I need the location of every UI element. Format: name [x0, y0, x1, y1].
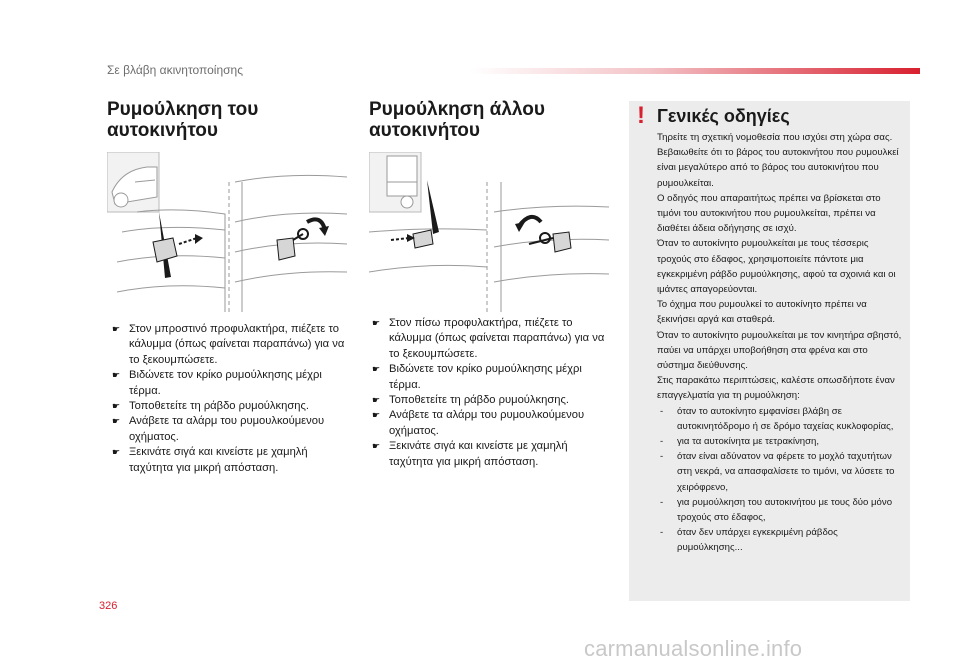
bullet-icon: ☛ [112, 324, 121, 334]
paragraph: Ο οδηγός που απαραιτήτως πρέπει να βρίσκεται στο τιμόνι του αυτοκινήτου που ρυμουλκείται, πρέπει να διαθέτει άδεια οδήγησης σε ισχύ. [657, 192, 881, 235]
bullet-icon: ☛ [372, 395, 381, 406]
list-item: ☛ Ξεκινάτε σιγά και κινείστε με χαμηλή ταχύτητα για μικρή απόσταση. [372, 440, 568, 468]
list-item: ☛ Ανάβετε τα αλάρμ του ρυμουλκούμενου οχήματος. [372, 409, 585, 437]
list-item: ☛ Ξεκινάτε σιγά και κινείστε με χαμηλή ταχύτητα για μικρή απόσταση. [112, 446, 308, 474]
list-item: ☛ Τοποθετείτε τη ράβδο ρυμούλκησης. [372, 393, 610, 408]
front-towing-illustration [107, 152, 349, 314]
rear-steps-list [372, 316, 610, 470]
rear-title-line2: αυτοκινήτου [369, 120, 480, 141]
bullet-icon: ☛ [372, 410, 381, 421]
general-instructions-title: Γενικές οδηγίες [657, 106, 790, 126]
list-item: ☛ Ανάβετε τα αλάρμ του ρυμουλκούμενου οχήματος. [112, 415, 325, 443]
header-accent-bar [470, 68, 920, 74]
bullet-icon: ☛ [112, 416, 121, 427]
bullet-icon: ☛ [372, 441, 381, 452]
list-item: ☛ Στον πίσω προφυλακτήρα, πιέζετε το κάλυμμα (όπως φαίνεται παραπάνω) για να το ξεκουμπώσετε. [372, 317, 605, 360]
list-item: - όταν είναι αδύνατον να φέρετε το μοχλό ταχυτήτων στη νεκρά, να απασφαλίσετε το τιμόνι, να λύσετε το χειρόφρενο, [657, 449, 902, 495]
bullet-icon: ☛ [112, 370, 121, 381]
list-item: - όταν το αυτοκίνητο εμφανίσει βλάβη σε αυτοκινητόδρομο ή σε δρόμο ταχείας κυκλοφορίας, [657, 404, 902, 434]
rear-title-line1: Ρυμούλκηση άλλου [369, 99, 545, 120]
bullet-icon: ☛ [372, 364, 381, 375]
list-item: - για τα αυτοκίνητα με τετρακίνηση, [657, 434, 902, 449]
page-number: 326 [99, 600, 118, 612]
list-item: ☛ Τοποθετείτε τη ράβδο ρυμούλκησης. [112, 399, 349, 414]
paragraph: Το όχημα που ρυμουλκεί το αυτοκίνητο πρέπει να ξεκινήσει αργά και σταθερά. [657, 299, 867, 326]
bullet-icon: ☛ [372, 318, 381, 328]
warning-icon: ! [637, 102, 645, 129]
list-item: ☛ Στον μπροστινό προφυλακτήρα, πιέζετε το κάλυμμα (όπως φαίνεται παραπάνω) για να το ξεκουμπώσετε. [112, 323, 345, 366]
list-item: - για ρυμούλκηση του αυτοκινήτου με τους δύο μόνο τροχούς στο έδαφος, [657, 495, 902, 525]
list-item: - όταν δεν υπάρχει εγκεκριμένη ράβδος ρυμούλκησης... [657, 525, 902, 555]
list-item: ☛ Βιδώνετε τον κρίκο ρυμούλκησης μέχρι τέρμα. [372, 363, 582, 391]
paragraph: Τηρείτε τη σχετική νομοθεσία που ισχύει στη χώρα σας. [657, 132, 893, 143]
bullet-icon: ☛ [112, 447, 121, 458]
bullet-icon: ☛ [112, 401, 121, 412]
list-item: ☛ Βιδώνετε τον κρίκο ρυμούλκησης μέχρι τέρμα. [112, 369, 322, 397]
paragraph: Βεβαιωθείτε ότι το βάρος του αυτοκινήτου που ρυμουλκεί είναι μεγαλύτερο από το βάρος του αυτοκινήτου που ρυμουλκείται. [657, 147, 899, 189]
rear-towing-illustration [369, 152, 611, 314]
section-header: Σε βλάβη ακινητοποίησης [107, 63, 244, 77]
front-steps-list [112, 322, 349, 476]
front-towing-title [107, 99, 258, 141]
rear-towing-title [369, 99, 545, 141]
paragraph: Όταν το αυτοκίνητο ρυμουλκείται με τον κινητήρα σβηστό, παύει να υπάρχει υποβοήθηση στα φρένα και στο σύστημα διεύθυνσης. [657, 329, 902, 372]
general-instructions-text [657, 130, 902, 556]
front-title-line1: Ρυμούλκηση του [107, 99, 259, 120]
front-title-line2: αυτοκινήτου [107, 120, 218, 141]
professional-cases-list [657, 404, 902, 556]
watermark: carmanualsonline.info [584, 636, 803, 661]
paragraph: Όταν το αυτοκίνητο ρυμουλκείται με τους τέσσερις τροχούς στο έδαφος, χρησιμοποιείτε πάντοτε μια εγκεκριμένη ράβδο ρυμούλκησης, αφού τα σχοινιά και οι ιμάντες απαγορεύονται. [657, 238, 896, 296]
paragraph: Στις παρακάτω περιπτώσεις, καλέστε οπωσδήποτε έναν επαγγελματία για τη ρυμούλκηση: [657, 375, 895, 402]
